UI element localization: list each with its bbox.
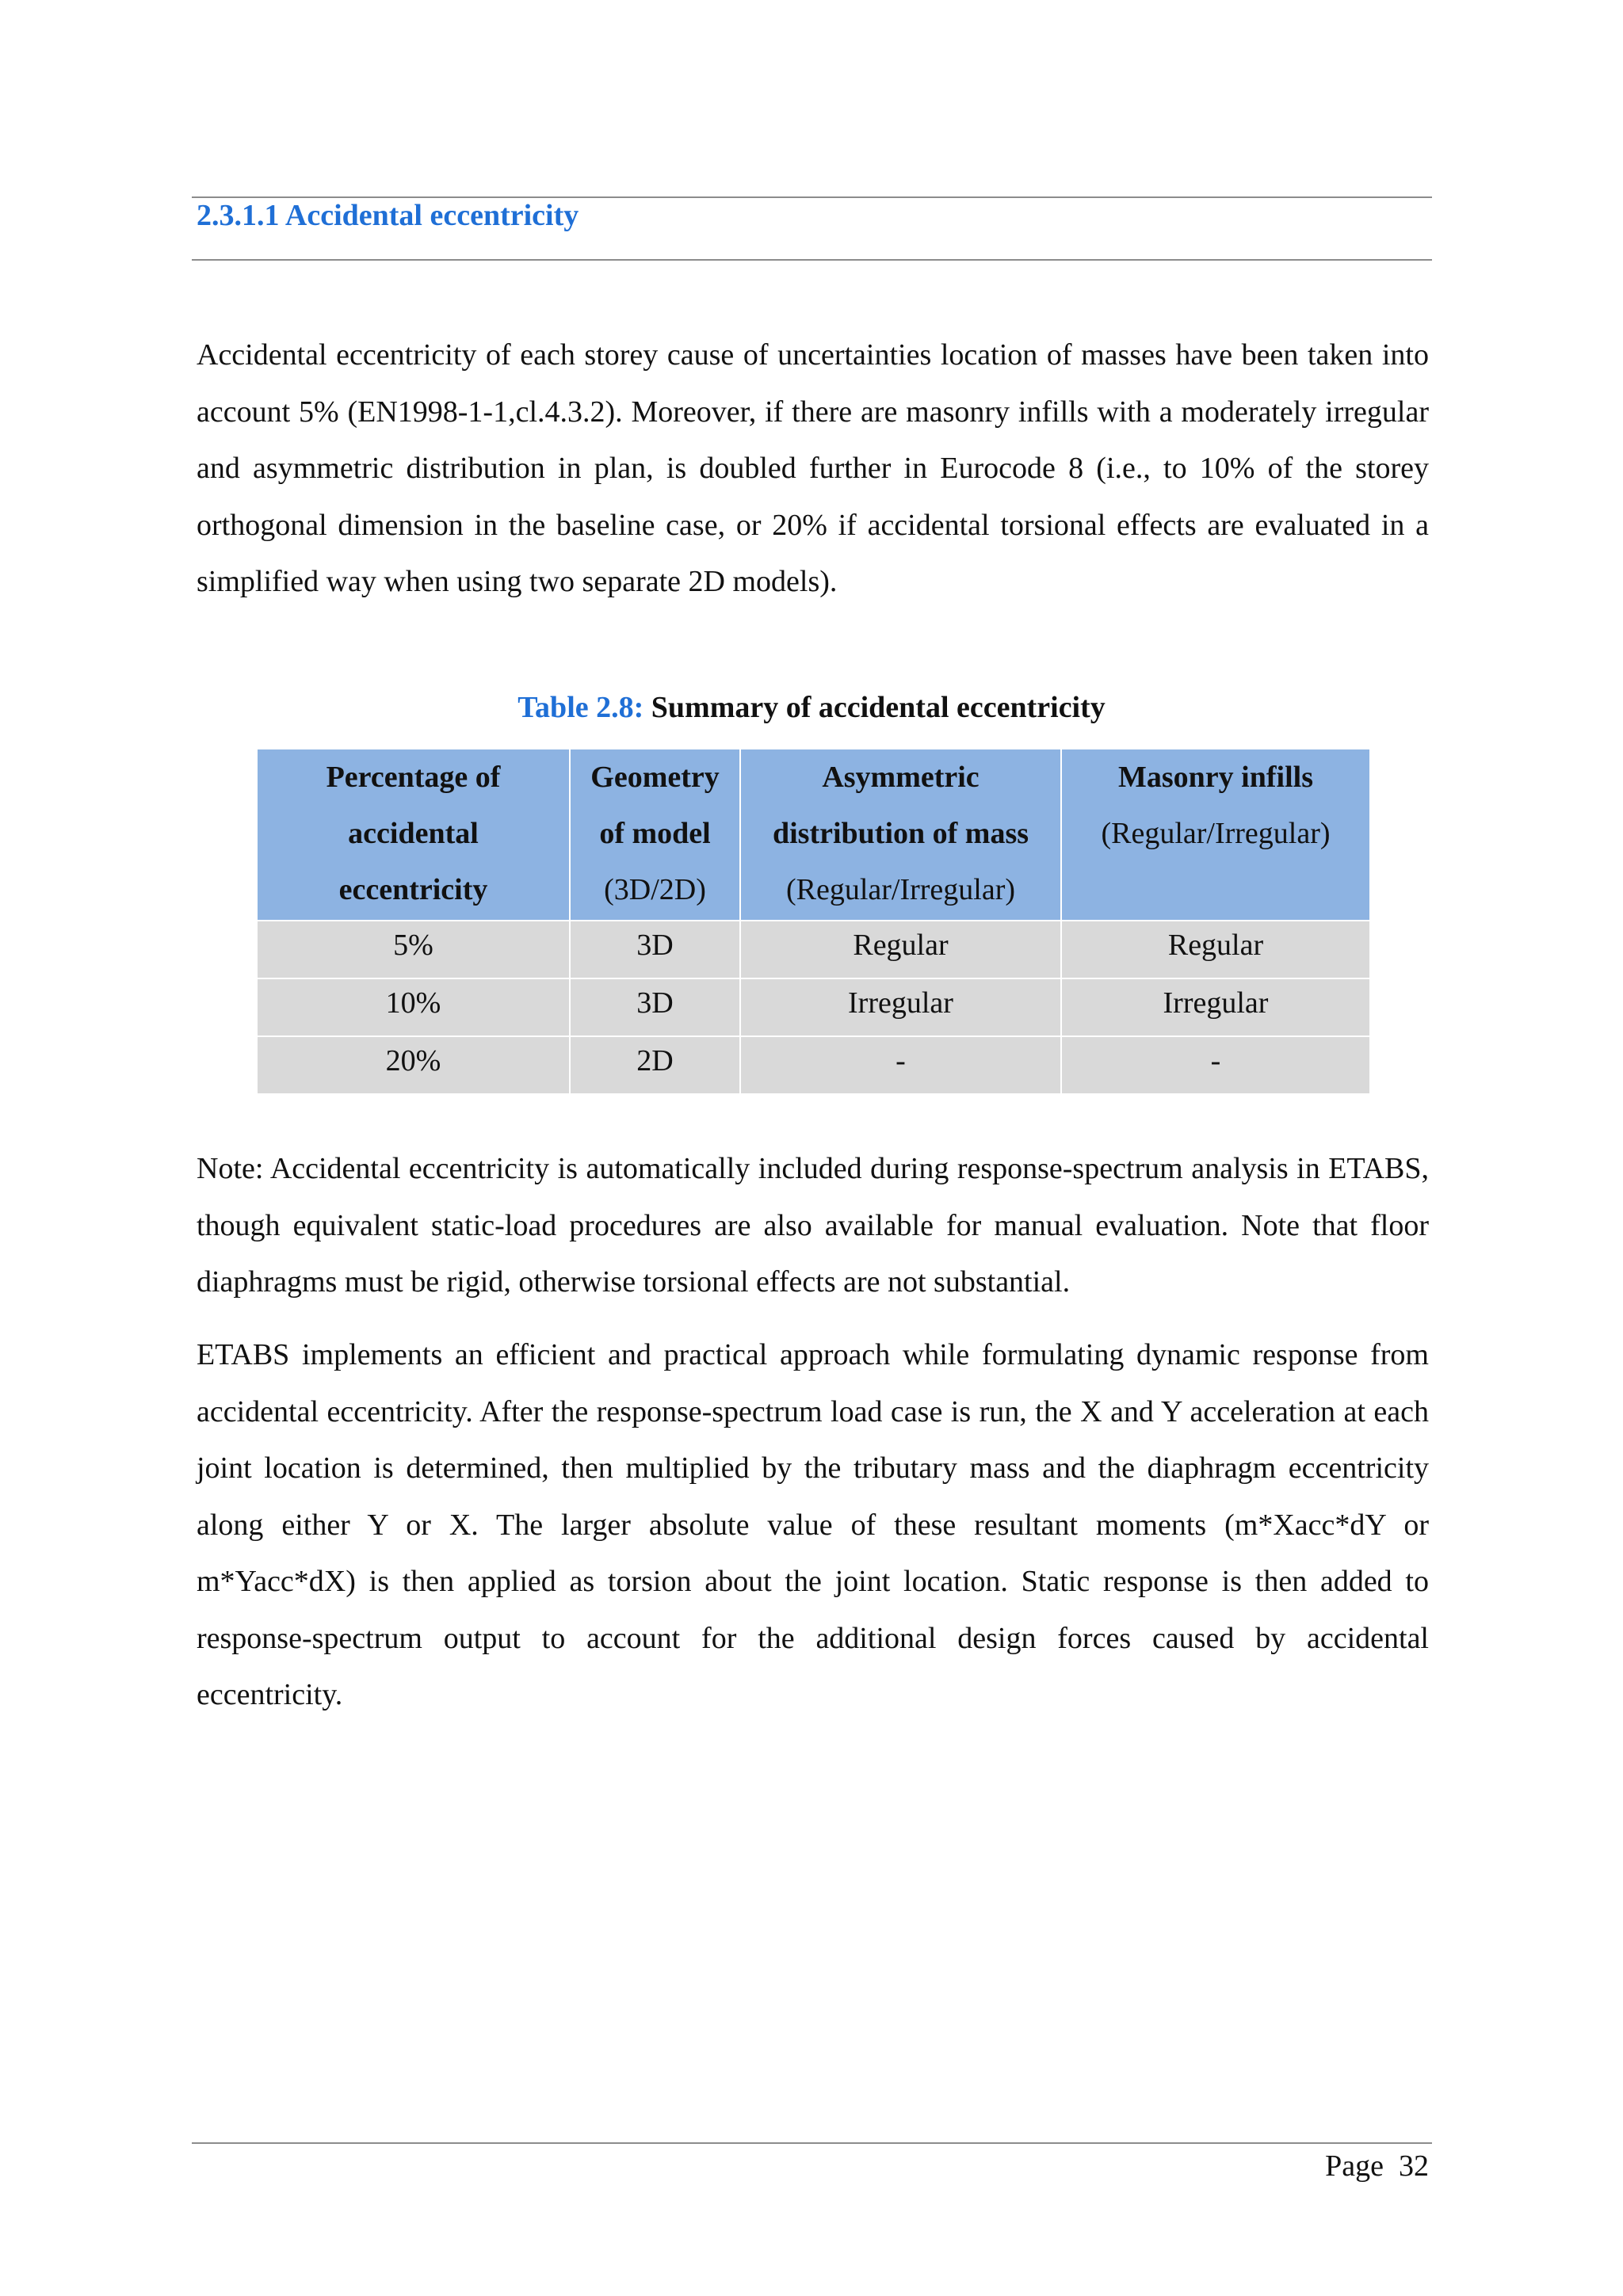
- table-row: [257, 921, 1370, 978]
- header-masonry-sub: (Regular/Irregular): [1101, 817, 1331, 850]
- header-asymmetric-label: Asymmetric distribution of mass: [772, 761, 1029, 850]
- table-cell: 2D: [570, 1036, 740, 1094]
- table-header-row: [257, 749, 1370, 921]
- table-caption: [0, 690, 1623, 725]
- header-geometry: [570, 749, 740, 921]
- eccentricity-summary-table: [256, 748, 1371, 1095]
- header-geometry-label: Geometry of model: [590, 761, 720, 850]
- table-cell: Irregular: [1061, 978, 1370, 1036]
- header-asymmetric-sub: (Regular/Irregular): [785, 873, 1016, 906]
- table-row: [257, 1036, 1370, 1094]
- section-bottom-rule: [192, 259, 1432, 261]
- table-cell: -: [740, 1036, 1061, 1094]
- table-cell: 5%: [257, 921, 570, 978]
- header-masonry: [1061, 749, 1370, 921]
- table-cell: Regular: [1061, 921, 1370, 978]
- table-cell: 3D: [570, 921, 740, 978]
- note-paragraph: Note: Accidental eccentricity is automatically included during response-spectrum analysis in ETABS, though equivalent static-load procedures are also available for manual evaluation. Note that floor diaphragms must be rigid, otherwise torsional effects are not substantial.: [197, 1152, 1429, 1299]
- table-cell: -: [1061, 1036, 1370, 1094]
- table-row: [257, 978, 1370, 1036]
- table-cell: Irregular: [740, 978, 1061, 1036]
- section-title: 2.3.1.1 Accidental eccentricity: [197, 199, 579, 232]
- header-percentage-label: Percentage of accidental eccentricity: [326, 761, 501, 906]
- header-masonry-label: Masonry infills: [1118, 761, 1313, 794]
- page-number: Page 32: [1325, 2149, 1429, 2183]
- table-caption-number: Table 2.8:: [517, 691, 644, 724]
- table-cell: Regular: [740, 921, 1061, 978]
- header-asymmetric: [740, 749, 1061, 921]
- table-cell: 10%: [257, 978, 570, 1036]
- table-caption-text: Summary of accidental eccentricity: [643, 691, 1106, 724]
- intro-paragraph: Accidental eccentricity of each storey cause of uncertainties location of masses have been taken into account 5% (EN1998-1-1,cl.4.3.2). Moreover, if there are masonry infills with a moderately irregular and asymmetric distribution in plan, is doubled further in Eurocode 8 (i.e., to 10% of the storey orthogonal dimension in the baseline case, or 20% if accidental torsional effects are evaluated in a simplified way when using two separate 2D models).: [197, 338, 1429, 598]
- table-cell: 3D: [570, 978, 740, 1036]
- header-percentage: [257, 749, 570, 921]
- footer-rule: [192, 2142, 1432, 2144]
- table-cell: 20%: [257, 1036, 570, 1094]
- etabs-paragraph: ETABS implements an efficient and practical approach while formulating dynamic response from accidental eccentricity. After the response-spectrum load case is run, the X and Y acceleration at each joint location is determined, then multiplied by the tributary mass and the diaphragm eccentricity along either Y or X. The larger absolute value of these resultant moments (m*Xacc*dY or m*Yacc*dX) is then applied as torsion about the joint location. Static response is then added to response-spectrum output to account for the additional design forces caused by accidental eccentricity.: [197, 1338, 1429, 1711]
- header-geometry-sub: (3D/2D): [604, 873, 706, 906]
